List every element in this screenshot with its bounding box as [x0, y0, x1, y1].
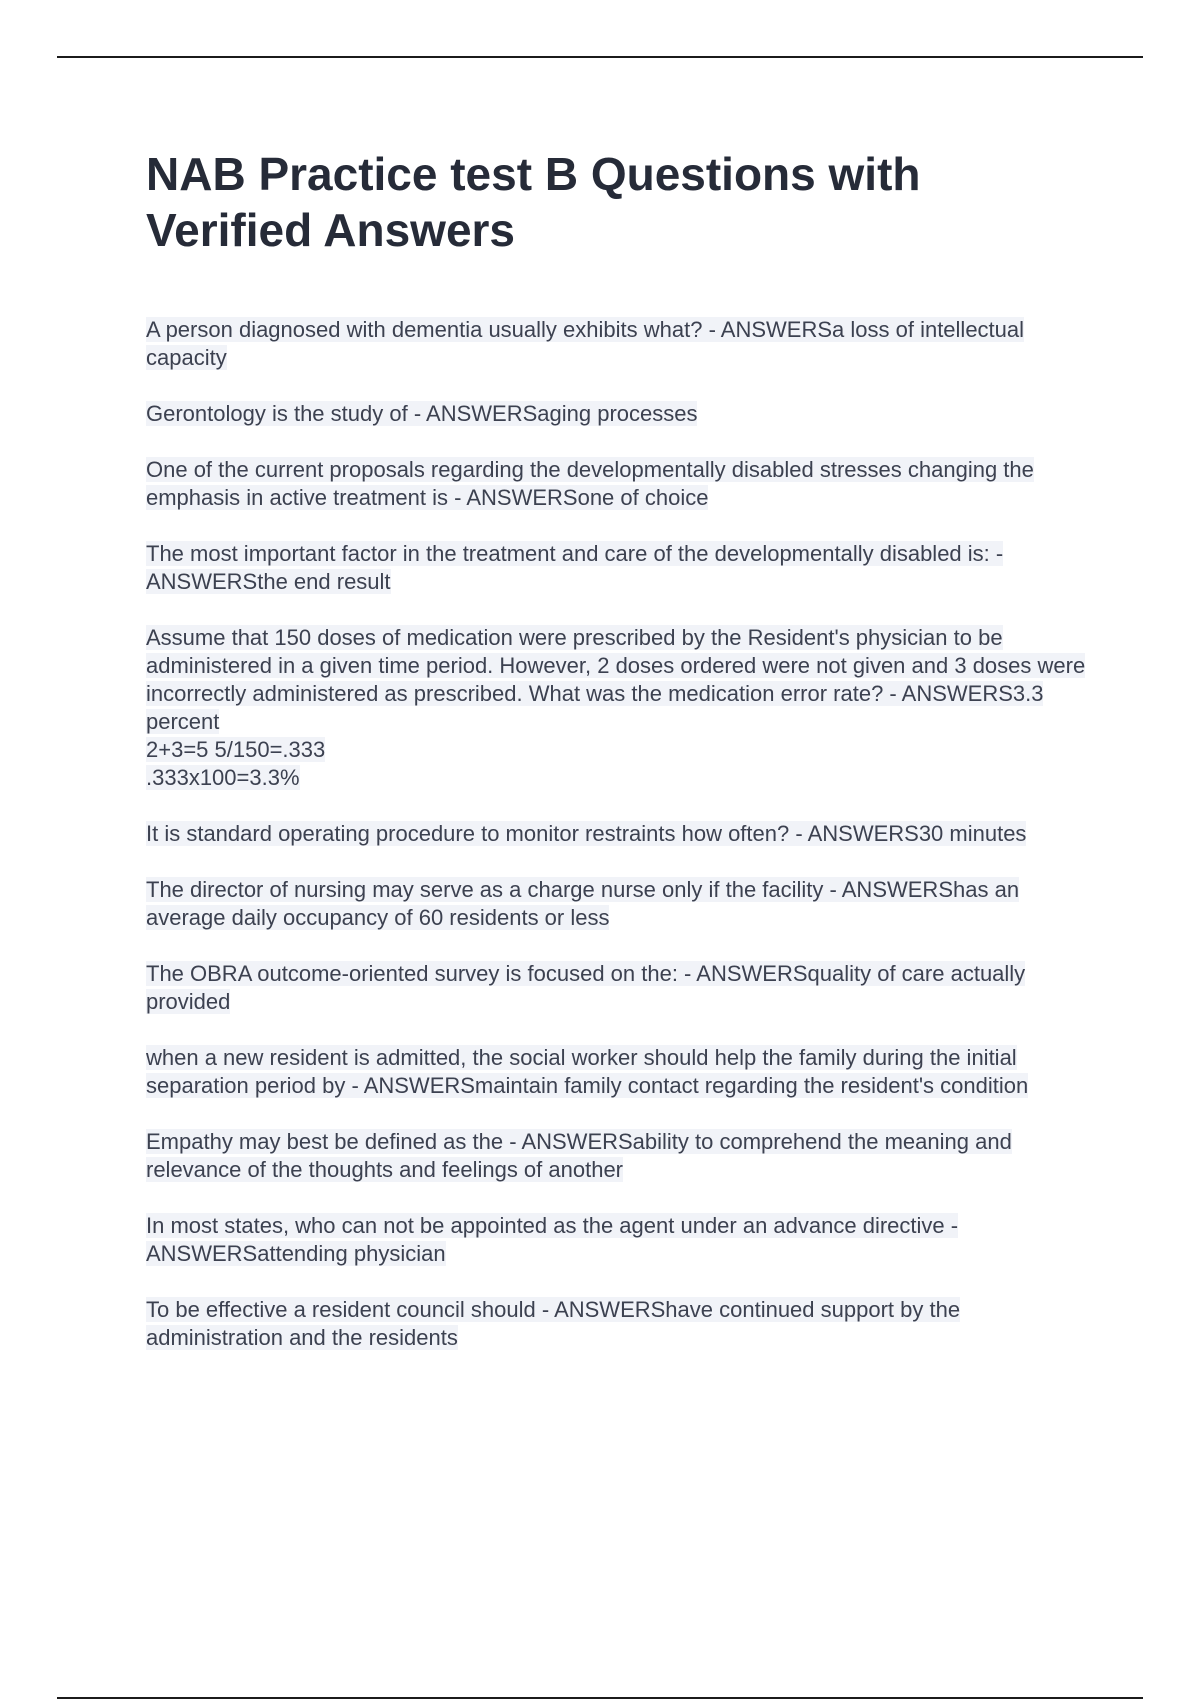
title-line-1: NAB Practice test B Questions with — [146, 148, 921, 200]
top-rule — [57, 56, 1143, 58]
qa-item — [146, 624, 1096, 792]
qa-item — [146, 876, 1096, 932]
qa-text: One of the current proposals regarding the developmentally disabled stresses changing the emphasis in active treatment is - ANSWERSone of choice — [146, 457, 1034, 510]
qa-text: Empathy may best be defined as the - ANSWERSability to comprehend the meaning and relevance of the thoughts and feelings of another — [146, 1129, 1012, 1182]
qa-item — [146, 316, 1096, 372]
qa-item — [146, 400, 1096, 428]
qa-item — [146, 960, 1096, 1016]
document-title — [146, 146, 1096, 258]
qa-item — [146, 1212, 1096, 1268]
qa-text: Assume that 150 doses of medication were prescribed by the Resident's physician to be administered in a given time period. However, 2 doses ordered were not given and 3 doses were incorrectly administered as prescribed. What was the medication error rate? - ANSWERS3.3 percent — [146, 625, 1086, 734]
qa-text: A person diagnosed with dementia usually exhibits what? - ANSWERSa loss of intellectual capacity — [146, 317, 1025, 370]
qa-text: To be effective a resident council should - ANSWERShave continued support by the administration and the residents — [146, 1297, 961, 1350]
calculation-text: .333x100=3.3% — [146, 765, 300, 790]
document-body — [146, 146, 1096, 1380]
qa-text: The most important factor in the treatment and care of the developmentally disabled is: - ANSWERSthe end result — [146, 541, 1004, 594]
calculation-text: 2+3=5 5/150=.333 — [146, 737, 326, 762]
qa-text: Gerontology is the study of - ANSWERSaging processes — [146, 401, 698, 426]
qa-text: The director of nursing may serve as a charge nurse only if the facility - ANSWERShas an average daily occupancy of 60 residents or less — [146, 877, 1020, 930]
title-line-2: Verified Answers — [146, 204, 516, 256]
qa-item — [146, 820, 1096, 848]
qa-item — [146, 456, 1096, 512]
qa-text: when a new resident is admitted, the social worker should help the family during the initial separation period by - ANSWERSmaintain family contact regarding the resident's condition — [146, 1045, 1029, 1098]
qa-item — [146, 1044, 1096, 1100]
qa-text: The OBRA outcome-oriented survey is focused on the: - ANSWERSquality of care actually provided — [146, 961, 1026, 1014]
qa-item — [146, 540, 1096, 596]
calculation-line — [146, 764, 1096, 792]
qa-list — [146, 316, 1096, 1352]
calculation-line — [146, 736, 1096, 764]
qa-item — [146, 1128, 1096, 1184]
bottom-rule — [57, 1697, 1143, 1699]
qa-item — [146, 1296, 1096, 1352]
qa-text: In most states, who can not be appointed as the agent under an advance directive - ANSWERSattending physician — [146, 1213, 959, 1266]
qa-text: It is standard operating procedure to monitor restraints how often? - ANSWERS30 minutes — [146, 821, 1027, 846]
